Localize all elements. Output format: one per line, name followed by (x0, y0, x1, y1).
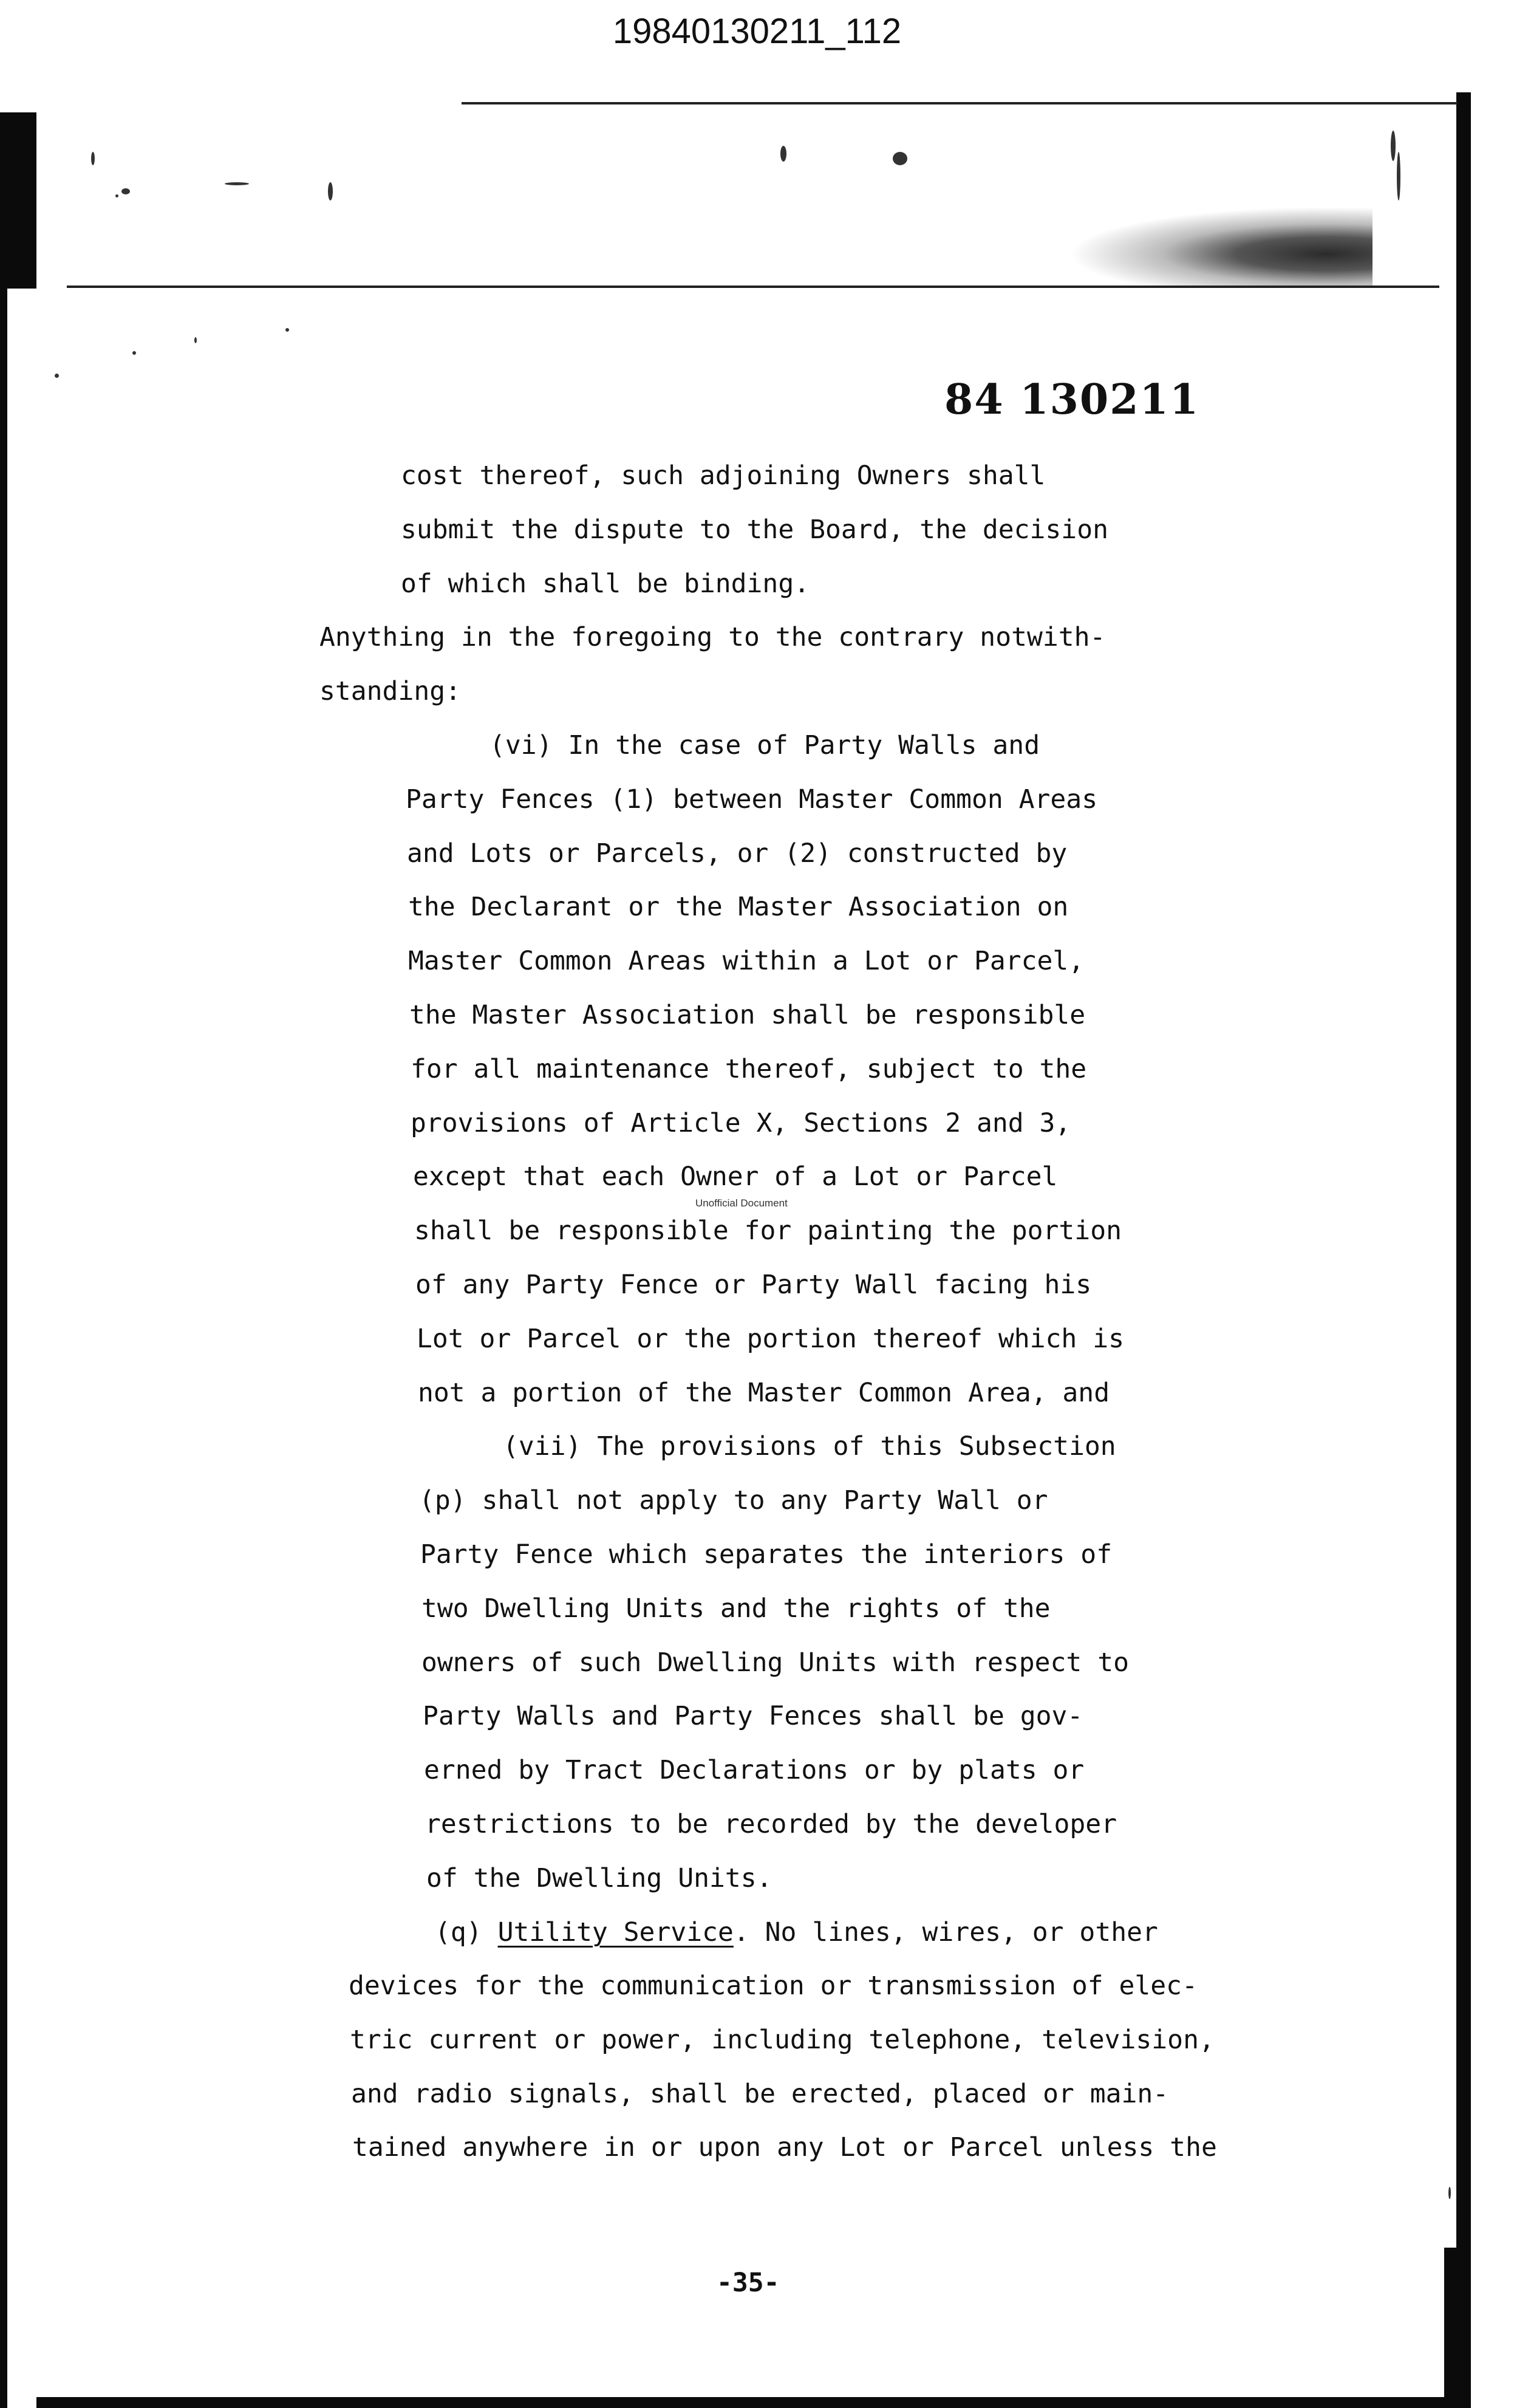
scan-speck (121, 188, 130, 194)
scan-speck (285, 328, 289, 332)
record-number: 84 130211 (944, 375, 1200, 424)
section-q-heading (435, 1917, 1158, 1948)
text-line: erned by Tract Declarations or by plats or (424, 1755, 1085, 1785)
text-line: Lot or Parcel or the portion thereof which is (417, 1324, 1124, 1354)
text-line: standing: (319, 676, 461, 706)
watermark: Unofficial Document (695, 1197, 788, 1209)
text-line: of any Party Fence or Party Wall facing his (415, 1270, 1092, 1300)
scan-speck (893, 152, 907, 165)
text-line: of the Dwelling Units. (426, 1863, 772, 1893)
scan-speck (132, 351, 136, 355)
scan-border-bottom (36, 2397, 1471, 2408)
text-line: shall be responsible for painting the portion (414, 1216, 1122, 1246)
scan-border-right (1456, 92, 1471, 2408)
text-line: submit the dispute to the Board, the decision (401, 515, 1108, 545)
text-line: except that each Owner of a Lot or Parcel (413, 1161, 1058, 1192)
document-id: 19840130211_112 (612, 12, 902, 51)
text-line: not a portion of the Master Common Area, and (418, 1378, 1110, 1408)
text-line: for all maintenance thereof, subject to the (411, 1054, 1087, 1084)
text-line: (p) shall not apply to any Party Wall or (419, 1485, 1048, 1516)
text-line: tric current or power, including telephone, television, (350, 2025, 1215, 2055)
scan-top-rule-lower (67, 286, 1439, 288)
text-line: devices for the communication or transmission of elec- (349, 1971, 1198, 2001)
text-line: Party Walls and Party Fences shall be gov- (423, 1701, 1083, 1731)
page-number: -35- (717, 2268, 780, 2298)
scan-speck (1391, 131, 1396, 161)
text-line: the Declarant or the Master Association on (408, 892, 1069, 922)
scan-speck (1397, 152, 1400, 200)
section-q-text: No lines, wires, or other (765, 1917, 1158, 1948)
text-line: Party Fence which separates the interiors of (420, 1539, 1113, 1570)
text-line: provisions of Article X, Sections 2 and 3, (411, 1108, 1071, 1138)
section-q-period: . (733, 1917, 749, 1948)
scan-border-left-line (0, 289, 7, 2408)
text-line: tained anywhere in or upon any Lot or Parcel unless the (352, 2132, 1217, 2163)
text-line: Anything in the foregoing to the contrary notwith- (319, 622, 1106, 652)
text-line: Master Common Areas within a Lot or Parcel, (408, 946, 1085, 976)
text-line: Party Fences (1) between Master Common Areas (406, 784, 1098, 815)
text-line: and radio signals, shall be erected, placed or main- (351, 2079, 1169, 2109)
text-line: owners of such Dwelling Units with respect to (421, 1647, 1129, 1678)
text-line: the Master Association shall be responsible (409, 1000, 1086, 1030)
scan-speck (1448, 2187, 1451, 2199)
section-q-label: (q) (435, 1917, 482, 1948)
scan-speck (55, 374, 59, 378)
text-line: (vii) The provisions of this Subsection (503, 1431, 1116, 1462)
scan-speck (115, 194, 118, 197)
text-line: cost thereof, such adjoining Owners shall (401, 460, 1046, 491)
scan-speck (328, 182, 333, 200)
text-line: and Lots or Parcels, or (2) constructed by (407, 838, 1068, 869)
scan-speck (225, 182, 249, 185)
scan-speck (91, 152, 95, 165)
section-q-title: Utility Service (497, 1917, 734, 1948)
scan-border-right-tip (1444, 2248, 1471, 2408)
text-line: restrictions to be recorded by the developer (425, 1809, 1117, 1839)
scan-speck (194, 337, 197, 343)
text-line: (vi) In the case of Party Walls and (489, 730, 1040, 761)
scan-top-rule (462, 102, 1458, 104)
text-line: of which shall be binding. (401, 569, 810, 599)
scan-speck (780, 146, 786, 162)
scan-border-left-top (0, 112, 36, 289)
scan-smudge (1069, 207, 1372, 286)
text-line: two Dwelling Units and the rights of the (421, 1593, 1051, 1624)
